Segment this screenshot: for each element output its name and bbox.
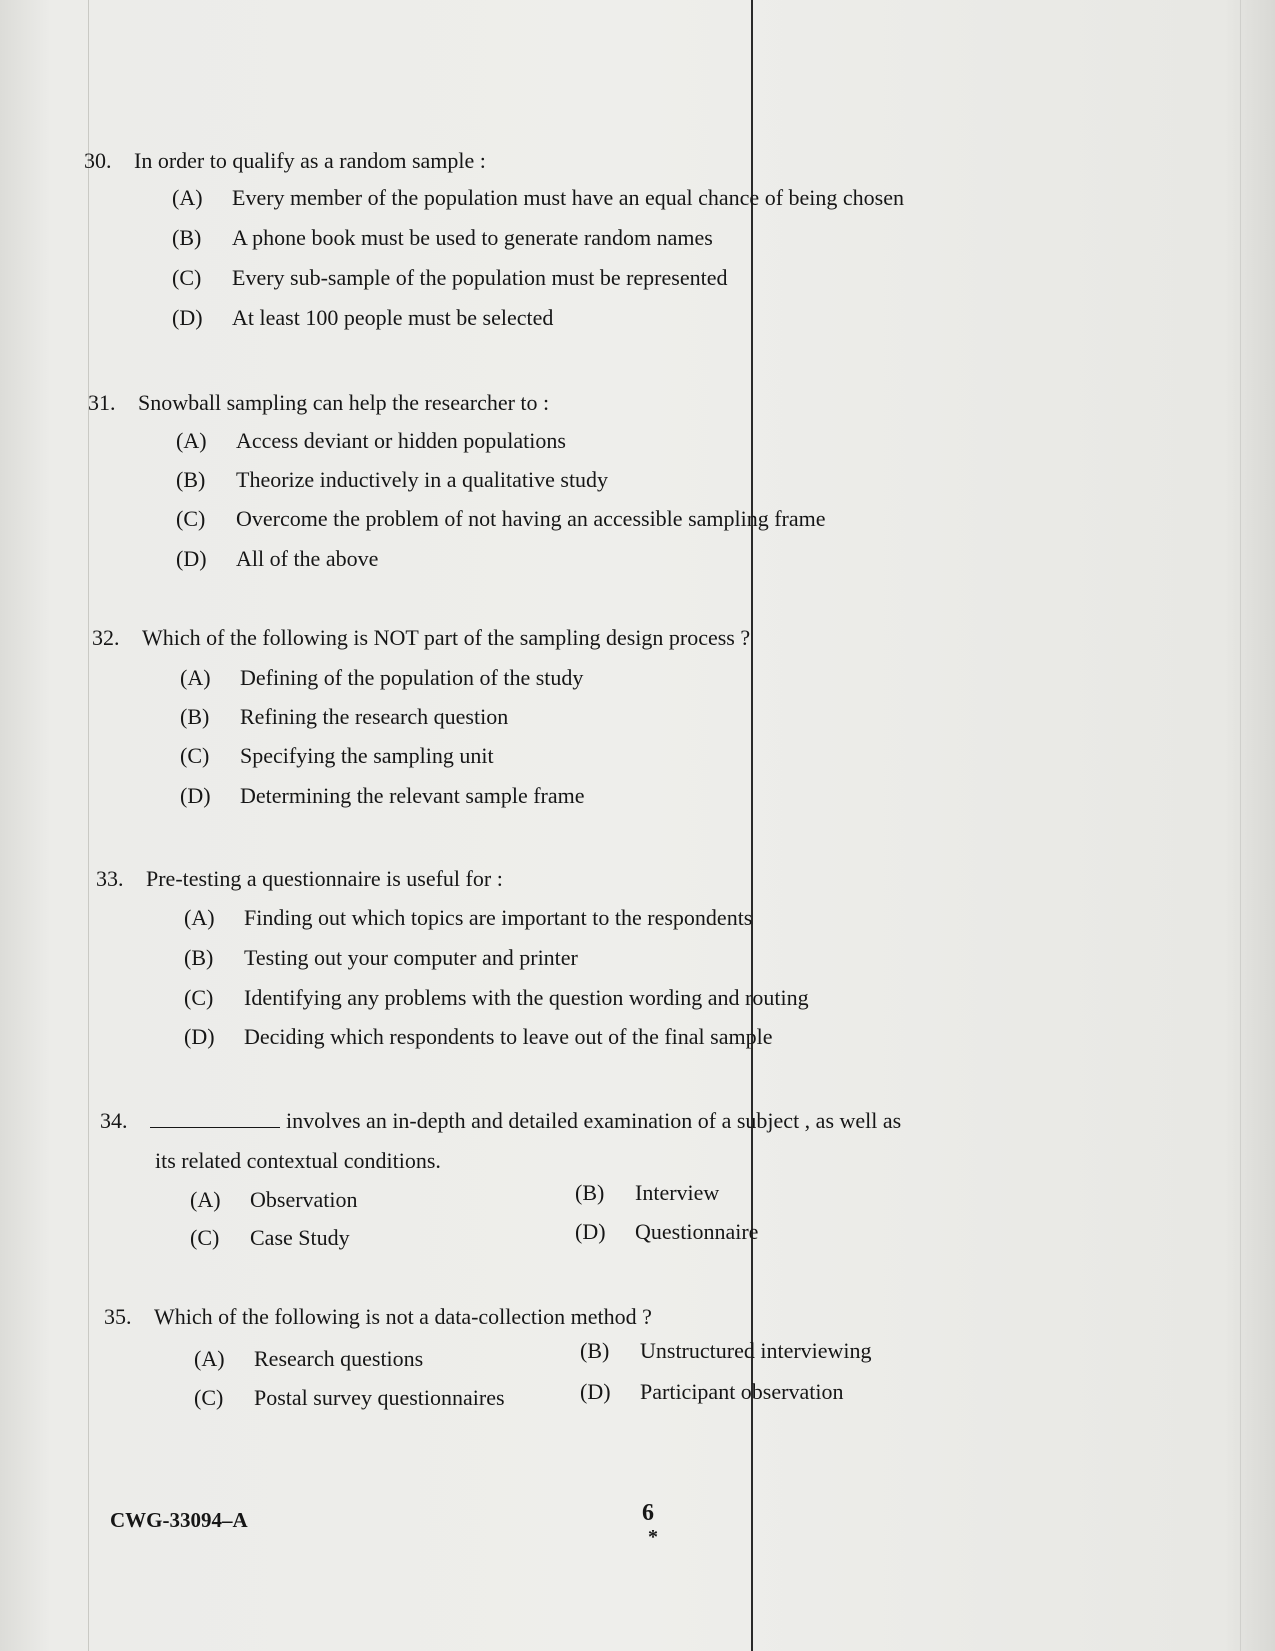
question-35 <box>104 1304 652 1330</box>
option-31c: (C) Overcome the problem of not having an accessible sampling frame <box>176 506 826 531</box>
option-35d: (D) Participant observation <box>580 1379 844 1404</box>
option-34b: (B) Interview <box>575 1180 720 1205</box>
question-number: 30. <box>84 148 112 173</box>
paper-code: CWG-33094–A <box>110 1508 248 1532</box>
question-32 <box>92 625 750 651</box>
option-30b: (B) A phone book must be used to generate random names <box>172 225 713 250</box>
margin-line <box>1240 0 1241 1651</box>
option-32a: (A) Defining of the population of the study <box>180 665 584 690</box>
footer-mark: * <box>648 1526 658 1548</box>
question-33 <box>96 866 503 892</box>
question-number: 32. <box>92 625 120 650</box>
question-number: 33. <box>96 866 124 891</box>
question-text: In order to qualify as a random sample : <box>134 148 486 173</box>
option-33b: (B) Testing out your computer and printer <box>184 945 578 970</box>
question-31 <box>88 390 549 416</box>
question-text: Which of the following is not a data-collection method ? <box>154 1304 652 1329</box>
option-32b: (B) Refining the research question <box>180 704 509 729</box>
option-31d: (D) All of the above <box>176 546 379 571</box>
option-34a: (A) Observation <box>190 1187 358 1212</box>
fill-in-blank <box>150 1127 280 1128</box>
page-number: 6 <box>642 1500 654 1526</box>
option-31b: (B) Theorize inductively in a qualitative study <box>176 467 609 492</box>
question-30 <box>84 148 486 174</box>
question-number: 34. <box>100 1108 128 1133</box>
question-34-continued: its related contextual conditions. <box>155 1148 441 1173</box>
option-33c: (C) Identifying any problems with the question wording and routing <box>184 985 809 1010</box>
option-31a: (A) Access deviant or hidden populations <box>176 428 566 453</box>
option-34c: (C) Case Study <box>190 1225 350 1250</box>
option-33a: (A) Finding out which topics are important to the respondents <box>184 905 753 930</box>
option-30d: (D) At least 100 people must be selected <box>172 305 554 330</box>
question-number: 31. <box>88 390 116 415</box>
question-text: Pre-testing a questionnaire is useful for : <box>146 866 503 891</box>
option-32d: (D) Determining the relevant sample frame <box>180 783 585 808</box>
question-number: 35. <box>104 1304 132 1329</box>
option-34d: (D) Questionnaire <box>575 1219 759 1244</box>
option-35a: (A) Research questions <box>194 1346 424 1371</box>
option-35c: (C) Postal survey questionnaires <box>194 1385 505 1410</box>
question-text: involves an in-depth and detailed examination of a subject , as well as <box>286 1108 902 1133</box>
question-text: Snowball sampling can help the researcher to : <box>138 390 550 415</box>
question-text: Which of the following is NOT part of the sampling design process ? <box>142 625 751 650</box>
margin-line <box>88 0 89 1651</box>
option-32c: (C) Specifying the sampling unit <box>180 743 494 768</box>
option-35b: (B) Unstructured interviewing <box>580 1338 872 1363</box>
option-30a: (A) Every member of the population must have an equal chance of being chosen <box>172 185 904 210</box>
option-33d: (D) Deciding which respondents to leave out of the final sample <box>184 1024 773 1049</box>
question-34 <box>100 1108 901 1134</box>
option-30c: (C) Every sub-sample of the population must be represented <box>172 265 728 290</box>
